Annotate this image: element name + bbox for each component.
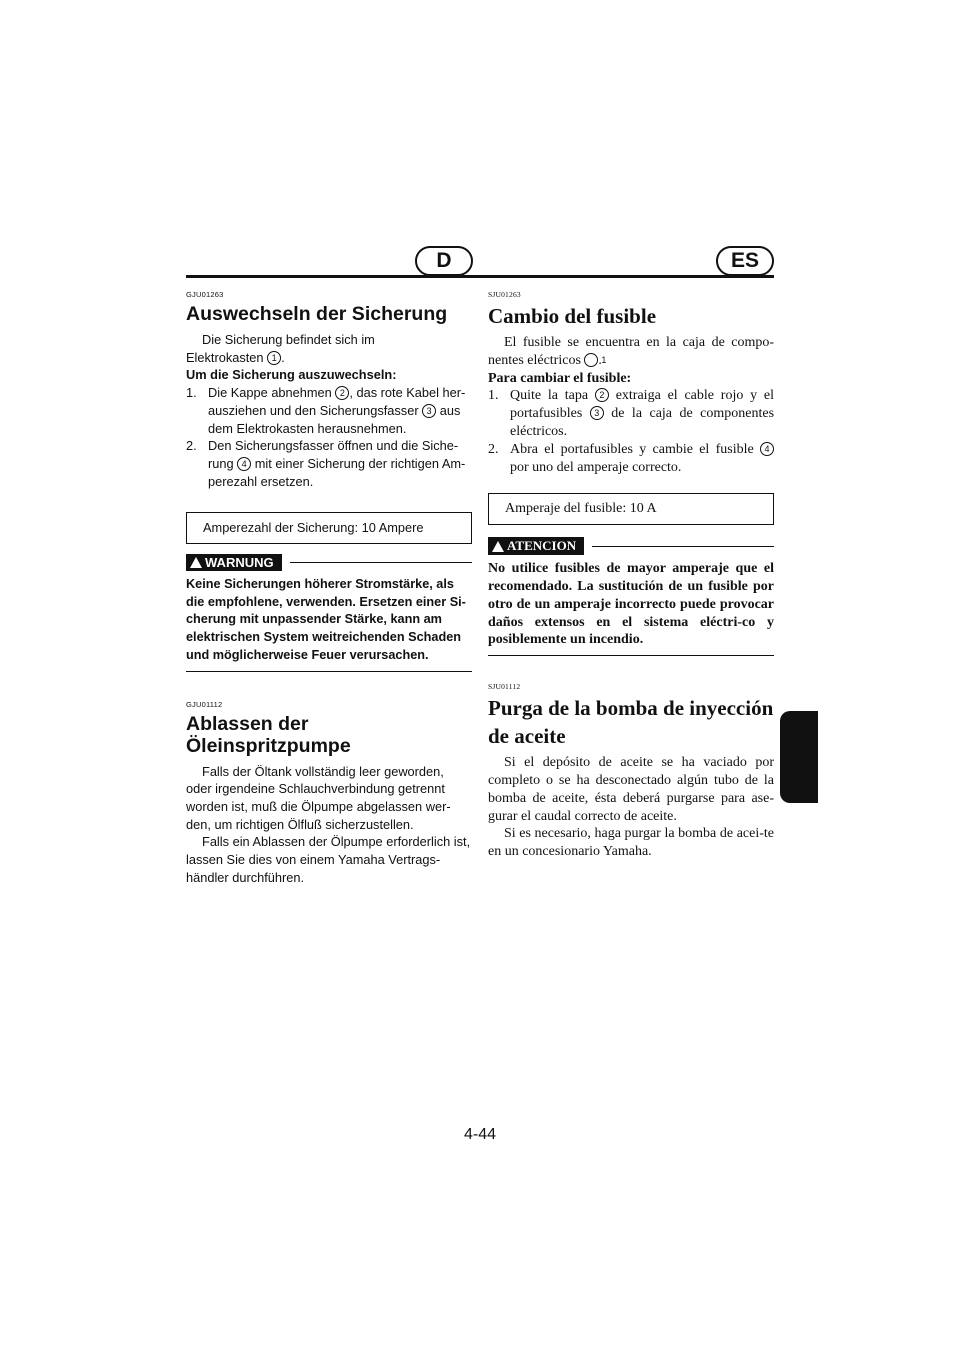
section-code: SJU01112 bbox=[488, 682, 521, 692]
section-code: GJU01112 bbox=[186, 699, 223, 709]
header-rule bbox=[186, 275, 774, 278]
section-title: Cambio del fusible bbox=[488, 304, 657, 328]
paragraph: Falls der Öltank vollständig leer geworden, oder irgendeine Schlauchverbindung getrennt worden ist, muß die Ölpumpe abgelassen wer-den, um richtigen Ölfluß sicherzustellen. bbox=[186, 763, 451, 832]
subheading: Para cambiar el fusible: bbox=[488, 370, 632, 386]
warning-icon bbox=[190, 557, 202, 568]
warning-label: WARNUNG bbox=[186, 554, 282, 571]
warning-icon bbox=[492, 541, 504, 552]
section-title: Purga de la bomba de inyección de aceite bbox=[488, 696, 774, 749]
marker-4: 4 bbox=[237, 457, 251, 471]
spec-box: Amperezahl der Sicherung: 10 Ampere bbox=[186, 512, 472, 544]
subheading: Um die Sicherung auszuwechseln: bbox=[186, 367, 397, 383]
warning-text: No utilice fusibles de mayor amperaje que el recomendado. La sustitución de un fusible por otro de un amperaje incorrecto puede provocar daños extensos en el sistema eléctri-co y posiblemente un incendio. bbox=[488, 560, 774, 656]
language-badge-german: D bbox=[415, 246, 473, 276]
section-title: Auswechseln der Sicherung bbox=[186, 303, 448, 325]
marker-4: 4 bbox=[760, 442, 774, 456]
spanish-column bbox=[488, 290, 774, 861]
step-1: 1. Quite la tapa 2 extraiga el cable rojo y el portafusibles 3 de la caja de componentes eléctricos. bbox=[488, 388, 775, 439]
warning-header bbox=[488, 537, 774, 555]
chapter-tab bbox=[780, 711, 818, 803]
marker-1: 1 bbox=[584, 353, 598, 367]
marker-1: 1 bbox=[267, 351, 281, 365]
step-2: 2. Abra el portafusibles y cambie el fusible 4 por uno del amperaje correcto. bbox=[488, 441, 774, 477]
paragraph: Si es necesario, haga purgar la bomba de acei-te en un concesionario Yamaha. bbox=[488, 826, 774, 860]
step-1: 1. Die Kappe abnehmen 2 , das rote Kabel her-ausziehen und den Sicherungsfasser 3 aus dem Elektrokasten herausnehmen. bbox=[186, 385, 466, 436]
marker-2: 2 bbox=[595, 388, 609, 402]
language-badge-spanish: ES bbox=[716, 246, 774, 276]
paragraph: Si el depósito de aceite se ha vaciado por completo o se ha desconectado algún tubo de la bomba de aceite, ésta deberá purgarse para ase-gurar el caudal correcto de aceite. bbox=[488, 755, 774, 824]
section-code: SJU01263 bbox=[488, 290, 521, 299]
intro-line-2: Elektrokasten 1 . bbox=[186, 349, 285, 365]
spec-box: Amperaje del fusible: 10 A bbox=[488, 493, 774, 525]
warning-label: ATENCION bbox=[488, 537, 584, 555]
page-number: 4-44 bbox=[463, 1126, 497, 1143]
section-title: Ablassen der Öleinspritzpumpe bbox=[186, 712, 351, 757]
intro-paragraph: El fusible se encuentra en la caja de compo-nentes eléctricos 1. bbox=[488, 335, 774, 368]
warning-text: Keine Sicherungen höherer Stromstärke, als die empfohlene, verwenden. Ersetzen einer Si-cherung mit unpassender Stärke, kann am elektrischen System weitreichenden Schaden und möglicherweise Feuer verursachen. bbox=[186, 576, 472, 672]
marker-2: 2 bbox=[335, 386, 349, 400]
warning-header bbox=[186, 554, 472, 571]
german-column bbox=[186, 290, 472, 886]
intro-line: Die Sicherung befindet sich im bbox=[202, 332, 375, 347]
marker-3: 3 bbox=[422, 404, 436, 418]
section-code: GJU01263 bbox=[186, 290, 224, 299]
step-2: 2. Den Sicherungsfasser öffnen und die Siche-rung 4 mit einer Sicherung der richtigen Am-perezahl ersetzen. bbox=[186, 438, 466, 489]
marker-3: 3 bbox=[590, 406, 604, 420]
paragraph: Falls ein Ablassen der Ölpumpe erforderlich ist, lassen Sie dies von einem Yamaha Vertrags-händler durchführen. bbox=[186, 834, 471, 885]
